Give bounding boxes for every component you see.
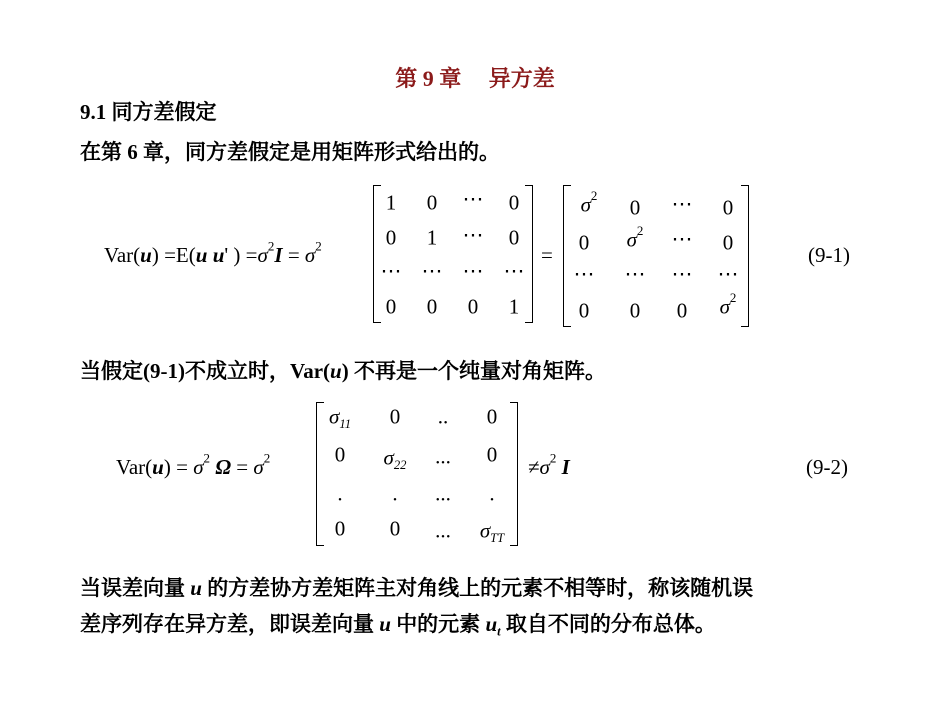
eq2-rhs: $\ne\sigma^2$ I bbox=[528, 450, 570, 479]
matrix-cell: 0 bbox=[508, 225, 520, 250]
matrix-cell: 0 bbox=[578, 230, 590, 255]
matrix-cell: ⋯ bbox=[671, 261, 693, 286]
matrix-cell: ⋯ bbox=[573, 261, 595, 286]
matrix-cell: $\sigma_{11}$ bbox=[328, 404, 352, 431]
equation-number-9-2: (9-2) bbox=[806, 455, 848, 479]
matrix-cell: $\sigma^2$ bbox=[580, 187, 598, 217]
matrix-cell: 0 bbox=[385, 294, 397, 319]
matrix-cell: . bbox=[489, 481, 495, 506]
page-title: 第 9 章 异方差 bbox=[395, 66, 555, 91]
matrix-cell: ⋯ bbox=[717, 261, 739, 286]
paragraph-heteroscedastic-condition: 当假定(9-1)不成立时，Var(u) 不再是一个纯量对角矩阵。 bbox=[80, 359, 606, 383]
matrix-cell: ⋯ bbox=[503, 258, 525, 283]
matrix-cell: . bbox=[337, 481, 343, 506]
matrix-cell: 0 bbox=[629, 195, 641, 220]
omega-matrix bbox=[316, 402, 518, 546]
matrix-cell: 1 bbox=[426, 225, 438, 250]
matrix-cell: ... bbox=[435, 518, 451, 543]
eq1-lhs: Var(u) =E(u u' ) $=\sigma^2I = \sigma^2$ bbox=[104, 238, 322, 267]
matrix-cell: 1 bbox=[385, 190, 397, 215]
intro-paragraph: 在第 6 章，同方差假定是用矩阵形式给出的。 bbox=[80, 140, 500, 164]
matrix-cell: .. bbox=[437, 404, 449, 429]
matrix-cell: $\sigma^2$ bbox=[626, 222, 644, 252]
matrix-cell: 0 bbox=[334, 442, 346, 467]
paragraph-definition-line2: 差序列存在异方差，即误差向量 u 中的元素 $u_t$ 取自不同的分布总体。 bbox=[80, 612, 716, 639]
left-bracket bbox=[563, 185, 571, 327]
matrix-cell: ⋯ bbox=[462, 258, 484, 283]
right-bracket bbox=[525, 185, 533, 323]
paragraph-definition-line1: 当误差向量 u 的方差协方差矩阵主对角线上的元素不相等时，称该随机误 bbox=[80, 576, 754, 600]
matrix-cell: 0 bbox=[486, 404, 498, 429]
left-bracket bbox=[316, 402, 324, 546]
matrix-cell: 0 bbox=[426, 190, 438, 215]
left-bracket bbox=[373, 185, 381, 323]
matrix-cell: $\sigma_{22}$ bbox=[383, 445, 407, 472]
matrix-cell: 0 bbox=[722, 195, 734, 220]
matrix-cell: ⋯ bbox=[624, 261, 646, 286]
matrix-cell: 0 bbox=[508, 190, 520, 215]
matrix-cell: 0 bbox=[467, 294, 479, 319]
matrix-cell: 0 bbox=[486, 442, 498, 467]
matrix-cell: ⋯ bbox=[671, 191, 693, 216]
matrix-cell: 0 bbox=[334, 516, 346, 541]
matrix-cell: $\sigma^2$ bbox=[719, 289, 737, 319]
matrix-cell: ... bbox=[435, 481, 451, 506]
eq1-equals: = bbox=[541, 243, 553, 267]
matrix-cell: ⋯ bbox=[421, 258, 443, 283]
matrix-cell: . bbox=[392, 481, 398, 506]
matrix-cell: 0 bbox=[389, 404, 401, 429]
section-heading: 9.1 同方差假定 bbox=[80, 100, 217, 124]
sigma-diagonal-matrix bbox=[563, 185, 749, 327]
matrix-cell: 0 bbox=[676, 298, 688, 323]
matrix-cell: 0 bbox=[629, 298, 641, 323]
identity-matrix bbox=[373, 185, 533, 323]
eq2-lhs: $Var(u) = \sigma^2$ $\Omega = \sigma^2$ bbox=[116, 450, 271, 479]
matrix-cell: 0 bbox=[385, 225, 397, 250]
matrix-cell: 0 bbox=[426, 294, 438, 319]
matrix-cell: 1 bbox=[508, 294, 520, 319]
equation-number-9-1: (9-1) bbox=[808, 243, 850, 267]
right-bracket bbox=[510, 402, 518, 546]
matrix-cell: 0 bbox=[722, 230, 734, 255]
matrix-cell: ... bbox=[435, 444, 451, 469]
matrix-cell: ⋯ bbox=[671, 226, 693, 251]
matrix-cell: ⋯ bbox=[380, 258, 402, 283]
matrix-cell: ⋯ bbox=[462, 222, 484, 247]
matrix-cell: 0 bbox=[578, 298, 590, 323]
matrix-cell: ⋯ bbox=[462, 186, 484, 211]
matrix-cell: 0 bbox=[389, 516, 401, 541]
right-bracket bbox=[741, 185, 749, 327]
matrix-cell: $\sigma_{TT}$ bbox=[479, 518, 505, 545]
